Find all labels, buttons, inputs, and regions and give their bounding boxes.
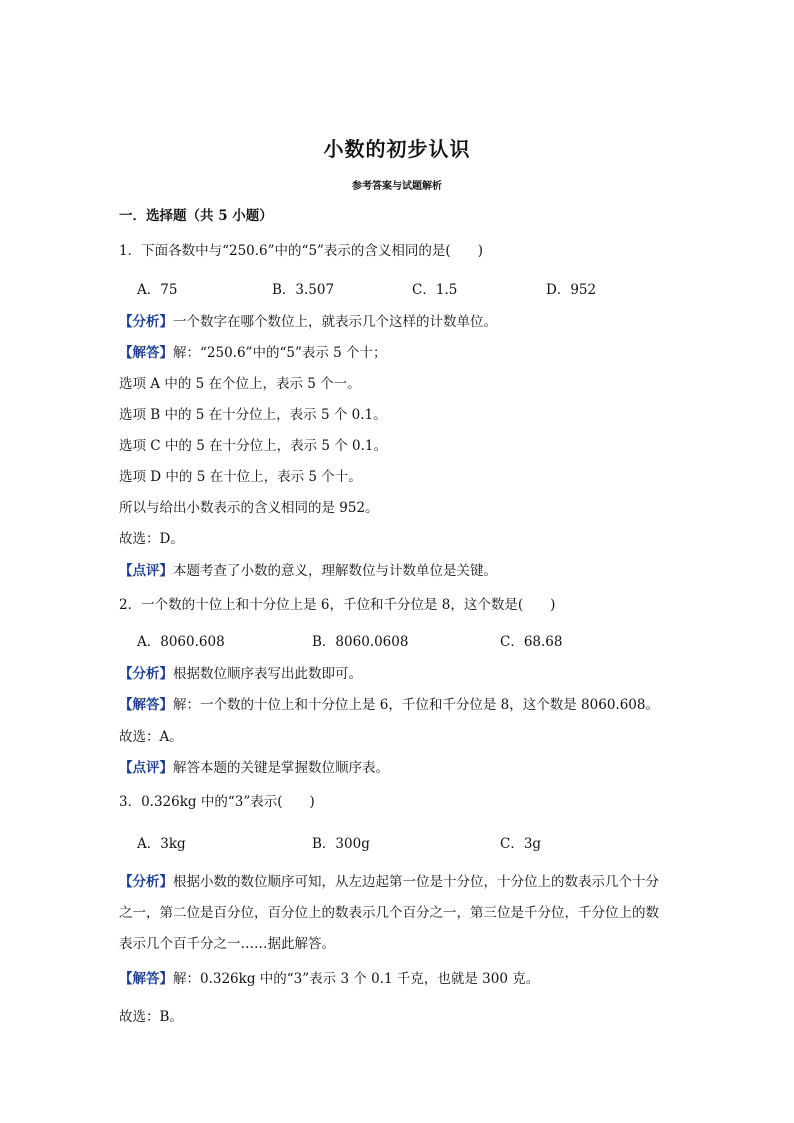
analysis-tag: 【分析】 <box>119 314 173 330</box>
analysis-text: 根据数位顺序表写出此数即可。 <box>173 666 362 682</box>
q3-answer-line-2: 故选：B。 <box>119 1009 183 1025</box>
analysis-tag: 【分析】 <box>119 874 173 890</box>
analysis-text: 一个数字在哪个数位上，就表示几个这样的计数单位。 <box>173 314 497 330</box>
q2-option-c: C．68.68 <box>500 634 563 650</box>
question-1-stem: 1．下面各数中与“250.6”中的“5”表示的含义相同的是( ) <box>119 243 483 259</box>
q1-answer-line-2: 选项 A 中的 5 在个位上，表示 5 个一。 <box>119 376 361 392</box>
q1-answer-line-4: 选项 C 中的 5 在十分位上，表示 5 个 0.1。 <box>119 438 388 454</box>
q1-answer-line-1 <box>119 343 387 363</box>
comment-tag: 【点评】 <box>119 563 173 579</box>
question-2-stem: 2．一个数的十位上和十分位上是 6，千位和千分位是 8，这个数是( ) <box>119 597 556 613</box>
page-subtitle: 参考答案与试题解析 <box>352 181 442 192</box>
answer-text: 解：一个数的十位上和十分位上是 6，千位和千分位是 8，这个数是 8060.608。 <box>173 697 659 713</box>
answer-tag: 【解答】 <box>119 971 173 987</box>
q1-option-c: C．1.5 <box>412 282 458 298</box>
q3-analysis-line-1 <box>119 872 659 892</box>
q1-answer-line-6: 所以与给出小数表示的含义相同的是 952。 <box>119 500 379 516</box>
answer-tag: 【解答】 <box>119 345 173 361</box>
page-title: 小数的初步认识 <box>323 137 471 161</box>
q2-comment <box>119 758 389 778</box>
comment-text: 解答本题的关键是掌握数位顺序表。 <box>173 760 389 776</box>
q1-answer-line-7: 故选：D。 <box>119 531 184 547</box>
q3-analysis-line-3: 表示几个百千分之一……据此解答。 <box>119 936 335 952</box>
q2-option-a: A．8060.608 <box>137 634 225 650</box>
q3-answer-line-1 <box>119 969 539 989</box>
answer-tag: 【解答】 <box>119 697 173 713</box>
q2-option-b: B．8060.0608 <box>312 634 409 650</box>
q1-comment <box>119 561 497 581</box>
q1-option-b: B．3.507 <box>272 282 335 298</box>
analysis-tag: 【分析】 <box>119 666 173 682</box>
section-heading: 一．选择题（共 5 小题） <box>119 208 273 224</box>
q1-answer-line-3: 选项 B 中的 5 在十分位上，表示 5 个 0.1。 <box>119 407 387 423</box>
comment-text: 本题考查了小数的意义，理解数位与计数单位是关键。 <box>173 563 497 579</box>
q2-answer-line-1 <box>119 695 659 715</box>
q3-analysis-line-2: 之一，第二位是百分位，百分位上的数表示几个百分之一，第三位是千分位，千分位上的数 <box>119 905 659 921</box>
q2-answer-line-2: 故选：A。 <box>119 729 183 745</box>
comment-tag: 【点评】 <box>119 760 173 776</box>
analysis-text: 根据小数的数位顺序可知，从左边起第一位是十分位，十分位上的数表示几个十分 <box>173 874 659 890</box>
q1-analysis <box>119 312 497 332</box>
q1-option-a: A．75 <box>137 282 178 298</box>
q1-answer-line-5: 选项 D 中的 5 在十位上，表示 5 个十。 <box>119 469 362 485</box>
q1-option-d: D．952 <box>546 282 597 298</box>
answer-text: 解：“250.6”中的“5”表示 5 个十； <box>173 345 387 361</box>
q3-option-a: A．3kg <box>137 836 186 852</box>
q3-option-c: C．3g <box>500 836 542 852</box>
answer-text: 解：0.326kg 中的“3”表示 3 个 0.1 千克，也就是 300 克。 <box>173 971 540 987</box>
q2-analysis <box>119 664 362 684</box>
question-3-stem: 3．0.326kg 中的“3”表示( ) <box>119 794 315 810</box>
q3-option-b: B．300g <box>312 836 370 852</box>
